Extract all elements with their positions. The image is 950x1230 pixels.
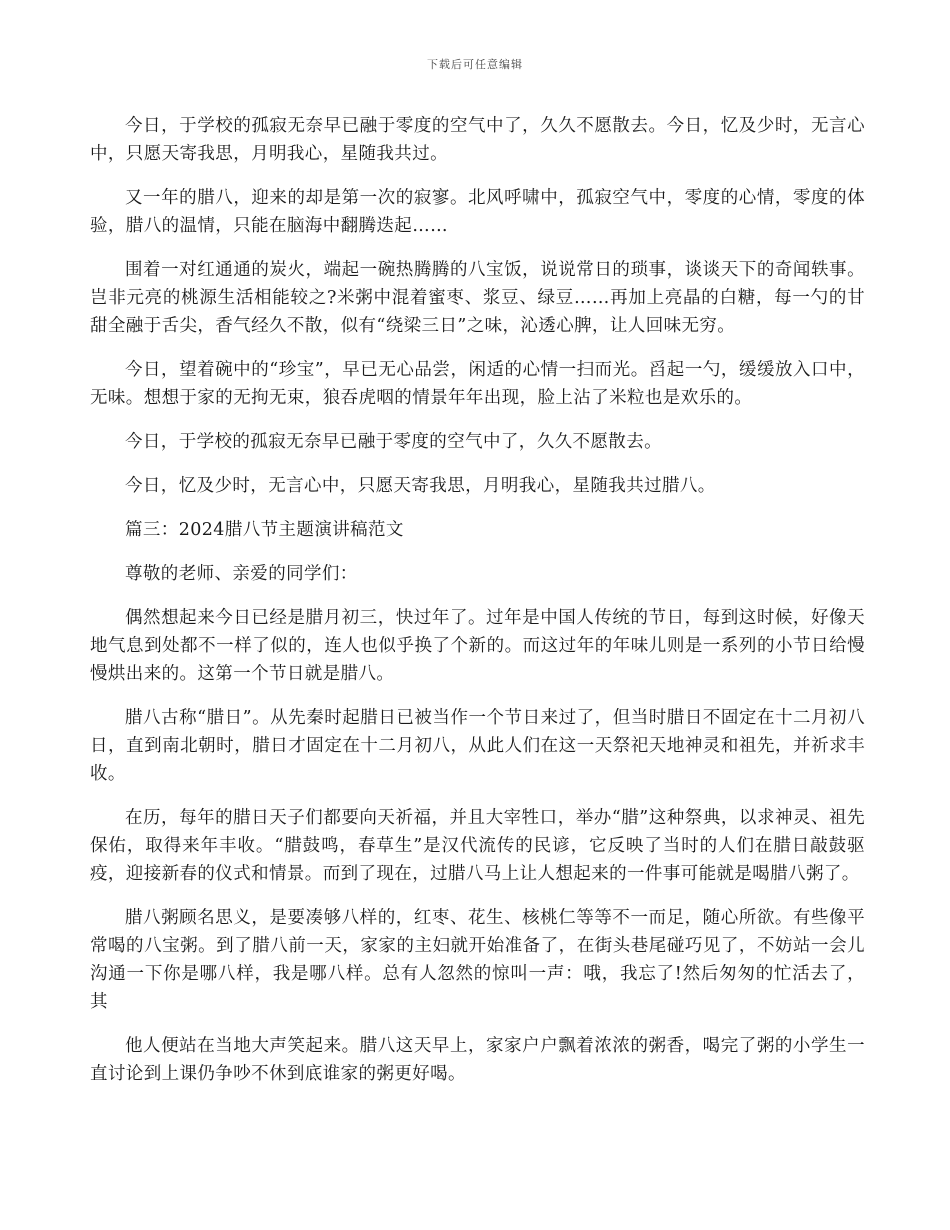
paragraph: 他人便站在当地大声笑起来。腊八这天早上，家家户户飘着浓浓的粥香，喝完了粥的小学生一直讨论到上课仍争吵不休到底谁家的粥更好喝。 — [90, 1036, 865, 1084]
document-body — [90, 112, 865, 1104]
paragraph: 腊八古称“腊日”。从先秦时起腊日已被当作一个节日来过了，但当时腊日不固定在十二月初八日，直到南北朝时，腊日才固定在十二月初八，从此人们在这一天祭祀天地神灵和祖先，并祈求丰收。 — [90, 708, 865, 784]
paragraph: 腊八粥顾名思义，是要凑够八样的，红枣、花生、核桃仁等等不一而足，随心所欲。有些像平常喝的八宝粥。到了腊八前一天，家家的主妇就开始准备了，在街头巷尾碰巧见了，不妨站一会儿沟通一下你是哪八样，我是哪八样。总有人忽然的惊叫一声：哦，我忘了!然后匆匆的忙活去了，其 — [90, 908, 865, 1012]
paragraph: 今日，忆及少时，无言心中，只愿天寄我思，月明我心，星随我共过腊八。 — [125, 476, 716, 496]
paragraph: 又一年的腊八，迎来的却是第一次的寂寥。北风呼啸中，孤寂空气中，零度的心情，零度的体验，腊八的温情，只能在脑海中翻腾迭起…… — [90, 188, 865, 236]
paragraph: 今日，于学校的孤寂无奈早已融于零度的空气中了，久久不愿散去。 — [125, 432, 662, 452]
paragraph: 在历，每年的腊日天子们都要向天祈福，并且大宰牲口，举办“腊”这种祭典，以求神灵、祖先保佑，取得来年丰收。“腊鼓鸣，春草生”是汉代流传的民谚，它反映了当时的人们在腊日敲鼓驱疫，迎接新春的仪式和情景。而到了现在，过腊八马上让人想起来的一件事可能就是喝腊八粥了。 — [90, 808, 865, 884]
salutation: 尊敬的老师、亲爱的同学们： — [125, 564, 358, 584]
paragraph: 今日，望着碗中的“珍宝”，早已无心品尝，闲适的心情一扫而光。舀起一勺，缓缓放入口中，无味。想想于家的无拘无束，狼吞虎咽的情景年年出现，脸上沾了米粒也是欢乐的。 — [90, 360, 865, 408]
paragraph: 偶然想起来今日已经是腊月初三，快过年了。过年是中国人传统的节日，每到这时候，好像天地气息到处都不一样了似的，连人也似乎换了个新的。而这过年的年味儿则是一系列的小节日给慢慢烘出来的。这第一个节日就是腊八。 — [90, 608, 865, 684]
paragraph: 今日，于学校的孤寂无奈早已融于零度的空气中了，久久不愿散去。今日，忆及少时，无言心中，只愿天寄我思，月明我心，星随我共过。 — [90, 116, 865, 164]
section-title: 篇三：2024腊八节主题演讲稿范文 — [125, 520, 404, 540]
page-header: 下载后可任意编辑 — [427, 58, 523, 71]
paragraph: 围着一对红通通的炭火，端起一碗热腾腾的八宝饭，说说常日的琐事，谈谈天下的奇闻轶事。岂非元亮的桃源生活相能较之?米粥中混着蜜枣、浆豆、绿豆……再加上亮晶的白糖，每一勺的甘甜全融于舌尖，香气经久不散，似有“绕梁三日”之味，沁透心脾，让人回味无穷。 — [90, 260, 865, 336]
